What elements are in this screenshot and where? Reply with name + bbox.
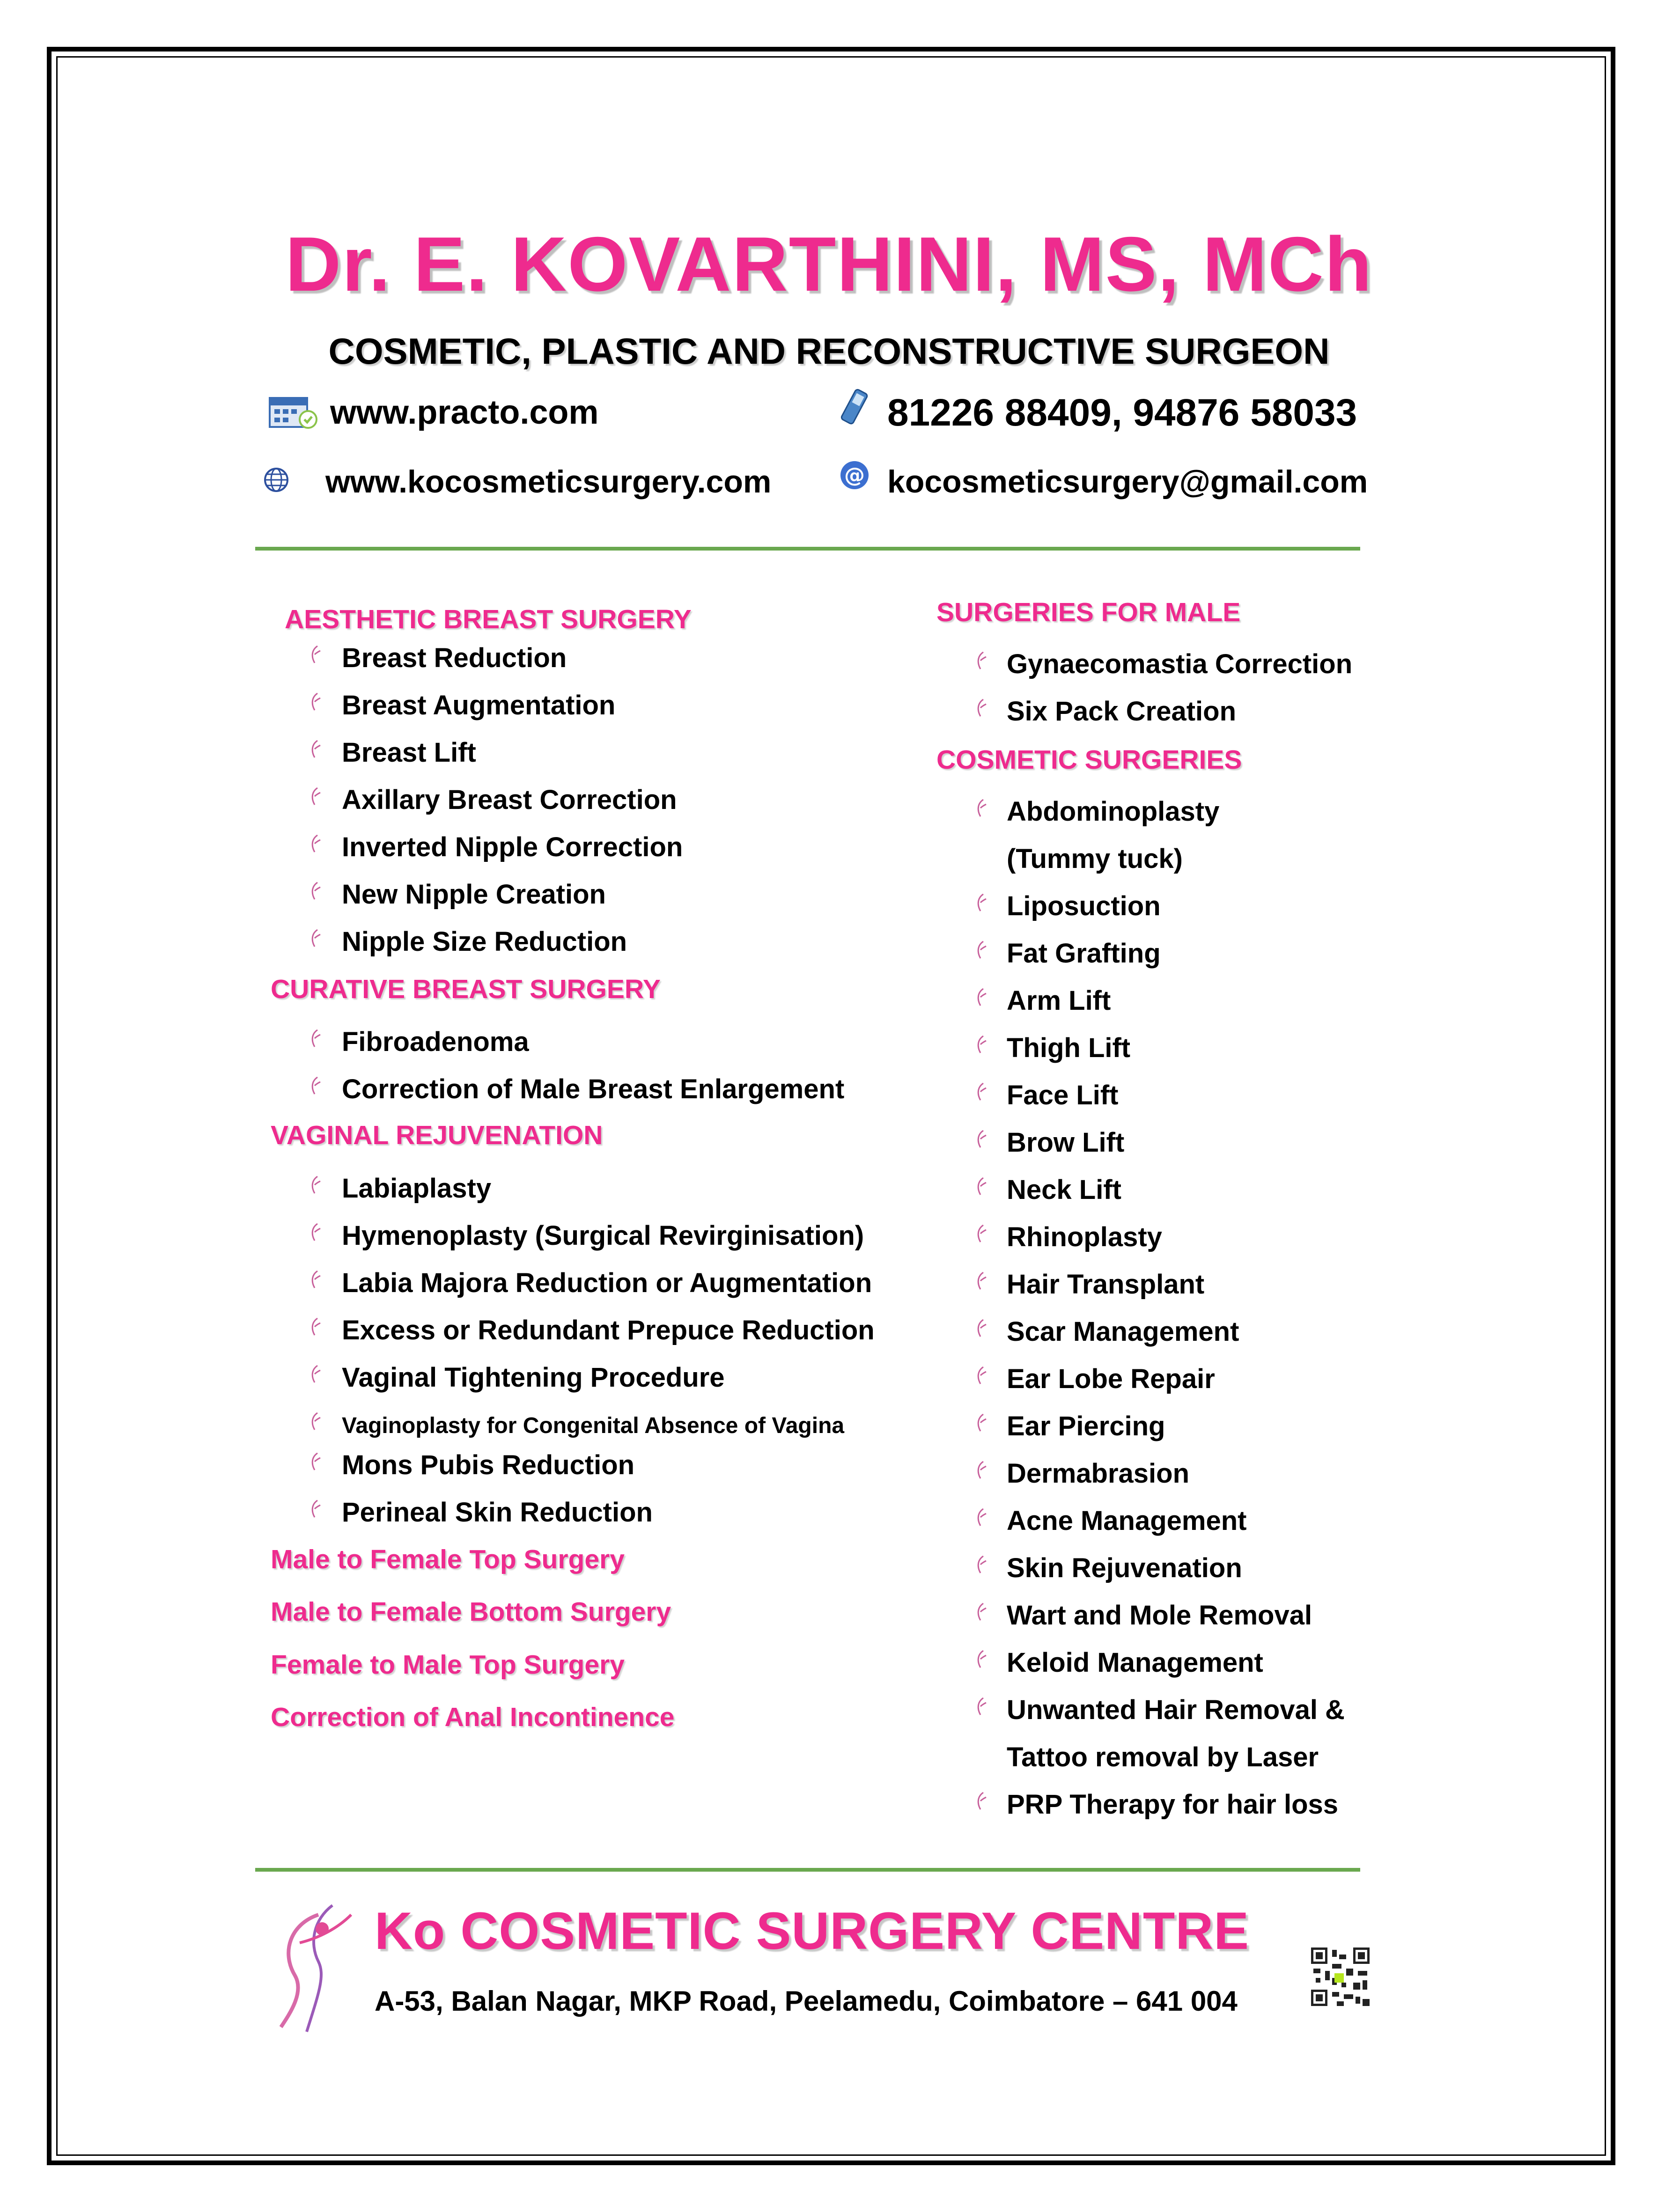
at-sign-icon: [838, 459, 871, 492]
list-item: Mons Pubis Reduction: [342, 1450, 635, 1480]
list-item: Axillary Breast Correction: [342, 785, 677, 815]
list-item: Arm Lift: [1007, 985, 1111, 1016]
list-item: Tattoo removal by Laser: [1007, 1742, 1319, 1772]
list-item: Thigh Lift: [1007, 1033, 1131, 1063]
leaf-bullet-icon: [975, 988, 987, 1007]
leaf-bullet-icon: [309, 1452, 321, 1471]
list-item: Labia Majora Reduction or Augmentation: [342, 1268, 872, 1298]
dancer-logo-icon: [262, 1901, 356, 2036]
leaf-bullet-icon: [975, 1413, 987, 1432]
mtf-bottom-heading: Male to Female Bottom Surgery: [271, 1597, 671, 1627]
list-item: Rhinoplasty: [1007, 1222, 1162, 1252]
cosmetic-surgeries-heading: COSMETIC SURGERIES: [936, 745, 1242, 775]
leaf-bullet-icon: [309, 1076, 321, 1095]
list-item: New Nipple Creation: [342, 879, 606, 910]
list-item: Dermabrasion: [1007, 1458, 1190, 1489]
leaf-bullet-icon: [975, 1130, 987, 1148]
list-item: Acne Management: [1007, 1506, 1247, 1536]
calendar-icon: [268, 393, 319, 431]
list-item: Perineal Skin Reduction: [342, 1497, 653, 1528]
anal-incontinence-heading: Correction of Anal Incontinence: [271, 1702, 675, 1732]
leaf-bullet-icon: [975, 941, 987, 959]
leaf-bullet-icon: [309, 1029, 321, 1048]
leaf-bullet-icon: [975, 1319, 987, 1337]
leaf-bullet-icon: [975, 1177, 987, 1196]
top-divider: [255, 547, 1360, 551]
list-item: Correction of Male Breast Enlargement: [342, 1074, 845, 1104]
leaf-bullet-icon: [975, 1224, 987, 1243]
list-item: Hair Transplant: [1007, 1269, 1205, 1300]
leaf-bullet-icon: [975, 1461, 987, 1479]
list-item: Skin Rejuvenation: [1007, 1553, 1242, 1583]
leaf-bullet-icon: [309, 1412, 321, 1431]
leaf-bullet-icon: [975, 799, 987, 817]
list-item: Liposuction: [1007, 891, 1161, 921]
list-item: Neck Lift: [1007, 1175, 1121, 1205]
leaf-bullet-icon: [309, 1499, 321, 1518]
leaf-bullet-icon: [309, 929, 321, 948]
list-item: Labiaplasty: [342, 1173, 492, 1204]
list-item: Ear Piercing: [1007, 1411, 1165, 1441]
aesthetic-breast-heading: AESTHETIC BREAST SURGERY: [285, 604, 692, 634]
doctor-specialty: COSMETIC, PLASTIC AND RECONSTRUCTIVE SURGEON: [328, 331, 1330, 372]
leaf-bullet-icon: [309, 692, 321, 711]
leaf-bullet-icon: [975, 1792, 987, 1810]
list-item: Unwanted Hair Removal &: [1007, 1695, 1345, 1725]
leaf-bullet-icon: [975, 1082, 987, 1101]
bottom-divider: [255, 1868, 1360, 1872]
list-item: Excess or Redundant Prepuce Reduction: [342, 1315, 875, 1345]
list-item: Vaginoplasty for Congenital Absence of Vagina: [342, 1413, 845, 1438]
leaf-bullet-icon: [309, 740, 321, 758]
list-item: Breast Lift: [342, 737, 476, 768]
list-item: Breast Reduction: [342, 643, 567, 673]
leaf-bullet-icon: [309, 1223, 321, 1242]
mtf-top-heading: Male to Female Top Surgery: [271, 1544, 625, 1574]
list-item: Face Lift: [1007, 1080, 1119, 1110]
leaf-bullet-icon: [975, 893, 987, 912]
leaf-bullet-icon: [975, 1366, 987, 1385]
centre-address: A-53, Balan Nagar, MKP Road, Peelamedu, Coimbatore – 641 004: [375, 1985, 1238, 2017]
list-item: Fibroadenoma: [342, 1027, 529, 1057]
globe-icon: [262, 466, 290, 494]
list-item: Six Pack Creation: [1007, 696, 1236, 727]
list-item: Gynaecomastia Correction: [1007, 649, 1353, 679]
leaf-bullet-icon: [309, 834, 321, 853]
ftm-top-heading: Female to Male Top Surgery: [271, 1650, 625, 1680]
vaginal-rejuvenation-heading: VAGINAL REJUVENATION: [271, 1120, 603, 1150]
list-item: PRP Therapy for hair loss: [1007, 1789, 1339, 1820]
leaf-bullet-icon: [309, 1270, 321, 1289]
leaf-bullet-icon: [975, 1271, 987, 1290]
leaf-bullet-icon: [309, 1176, 321, 1194]
svg-text:@: @: [844, 463, 865, 487]
list-item: Vaginal Tightening Procedure: [342, 1362, 725, 1393]
list-item: Nipple Size Reduction: [342, 926, 627, 957]
leaf-bullet-icon: [309, 1365, 321, 1383]
list-item: Fat Grafting: [1007, 938, 1161, 969]
centre-name: Ko COSMETIC SURGERY CENTRE: [375, 1902, 1249, 1960]
leaf-bullet-icon: [975, 1602, 987, 1621]
list-item: Brow Lift: [1007, 1127, 1125, 1158]
leaf-bullet-icon: [975, 1697, 987, 1716]
mobile-phone-icon: [838, 386, 871, 428]
leaf-bullet-icon: [975, 1555, 987, 1574]
leaf-bullet-icon: [975, 1508, 987, 1527]
leaf-bullet-icon: [975, 1650, 987, 1668]
leaf-bullet-icon: [975, 651, 987, 670]
male-surgeries-heading: SURGERIES FOR MALE: [936, 597, 1241, 627]
list-item: Hymenoplasty (Surgical Revirginisation): [342, 1220, 864, 1251]
leaf-bullet-icon: [309, 882, 321, 900]
list-item: (Tummy tuck): [1007, 844, 1183, 874]
leaf-bullet-icon: [975, 1035, 987, 1054]
curative-breast-heading: CURATIVE BREAST SURGERY: [271, 974, 661, 1004]
list-item: Ear Lobe Repair: [1007, 1364, 1215, 1394]
qr-code-icon: [1309, 1945, 1372, 2008]
doctor-name: Dr. E. KOVARTHINI, MS, MCh: [285, 221, 1373, 307]
leaf-bullet-icon: [309, 1317, 321, 1336]
list-item: Breast Augmentation: [342, 690, 616, 720]
list-item: Keloid Management: [1007, 1647, 1263, 1678]
leaf-bullet-icon: [975, 698, 987, 717]
list-item: Abdominoplasty: [1007, 796, 1220, 827]
list-item: Wart and Mole Removal: [1007, 1600, 1312, 1631]
leaf-bullet-icon: [309, 645, 321, 664]
leaf-bullet-icon: [309, 787, 321, 806]
list-item: Scar Management: [1007, 1316, 1239, 1347]
list-item: Inverted Nipple Correction: [342, 832, 683, 862]
